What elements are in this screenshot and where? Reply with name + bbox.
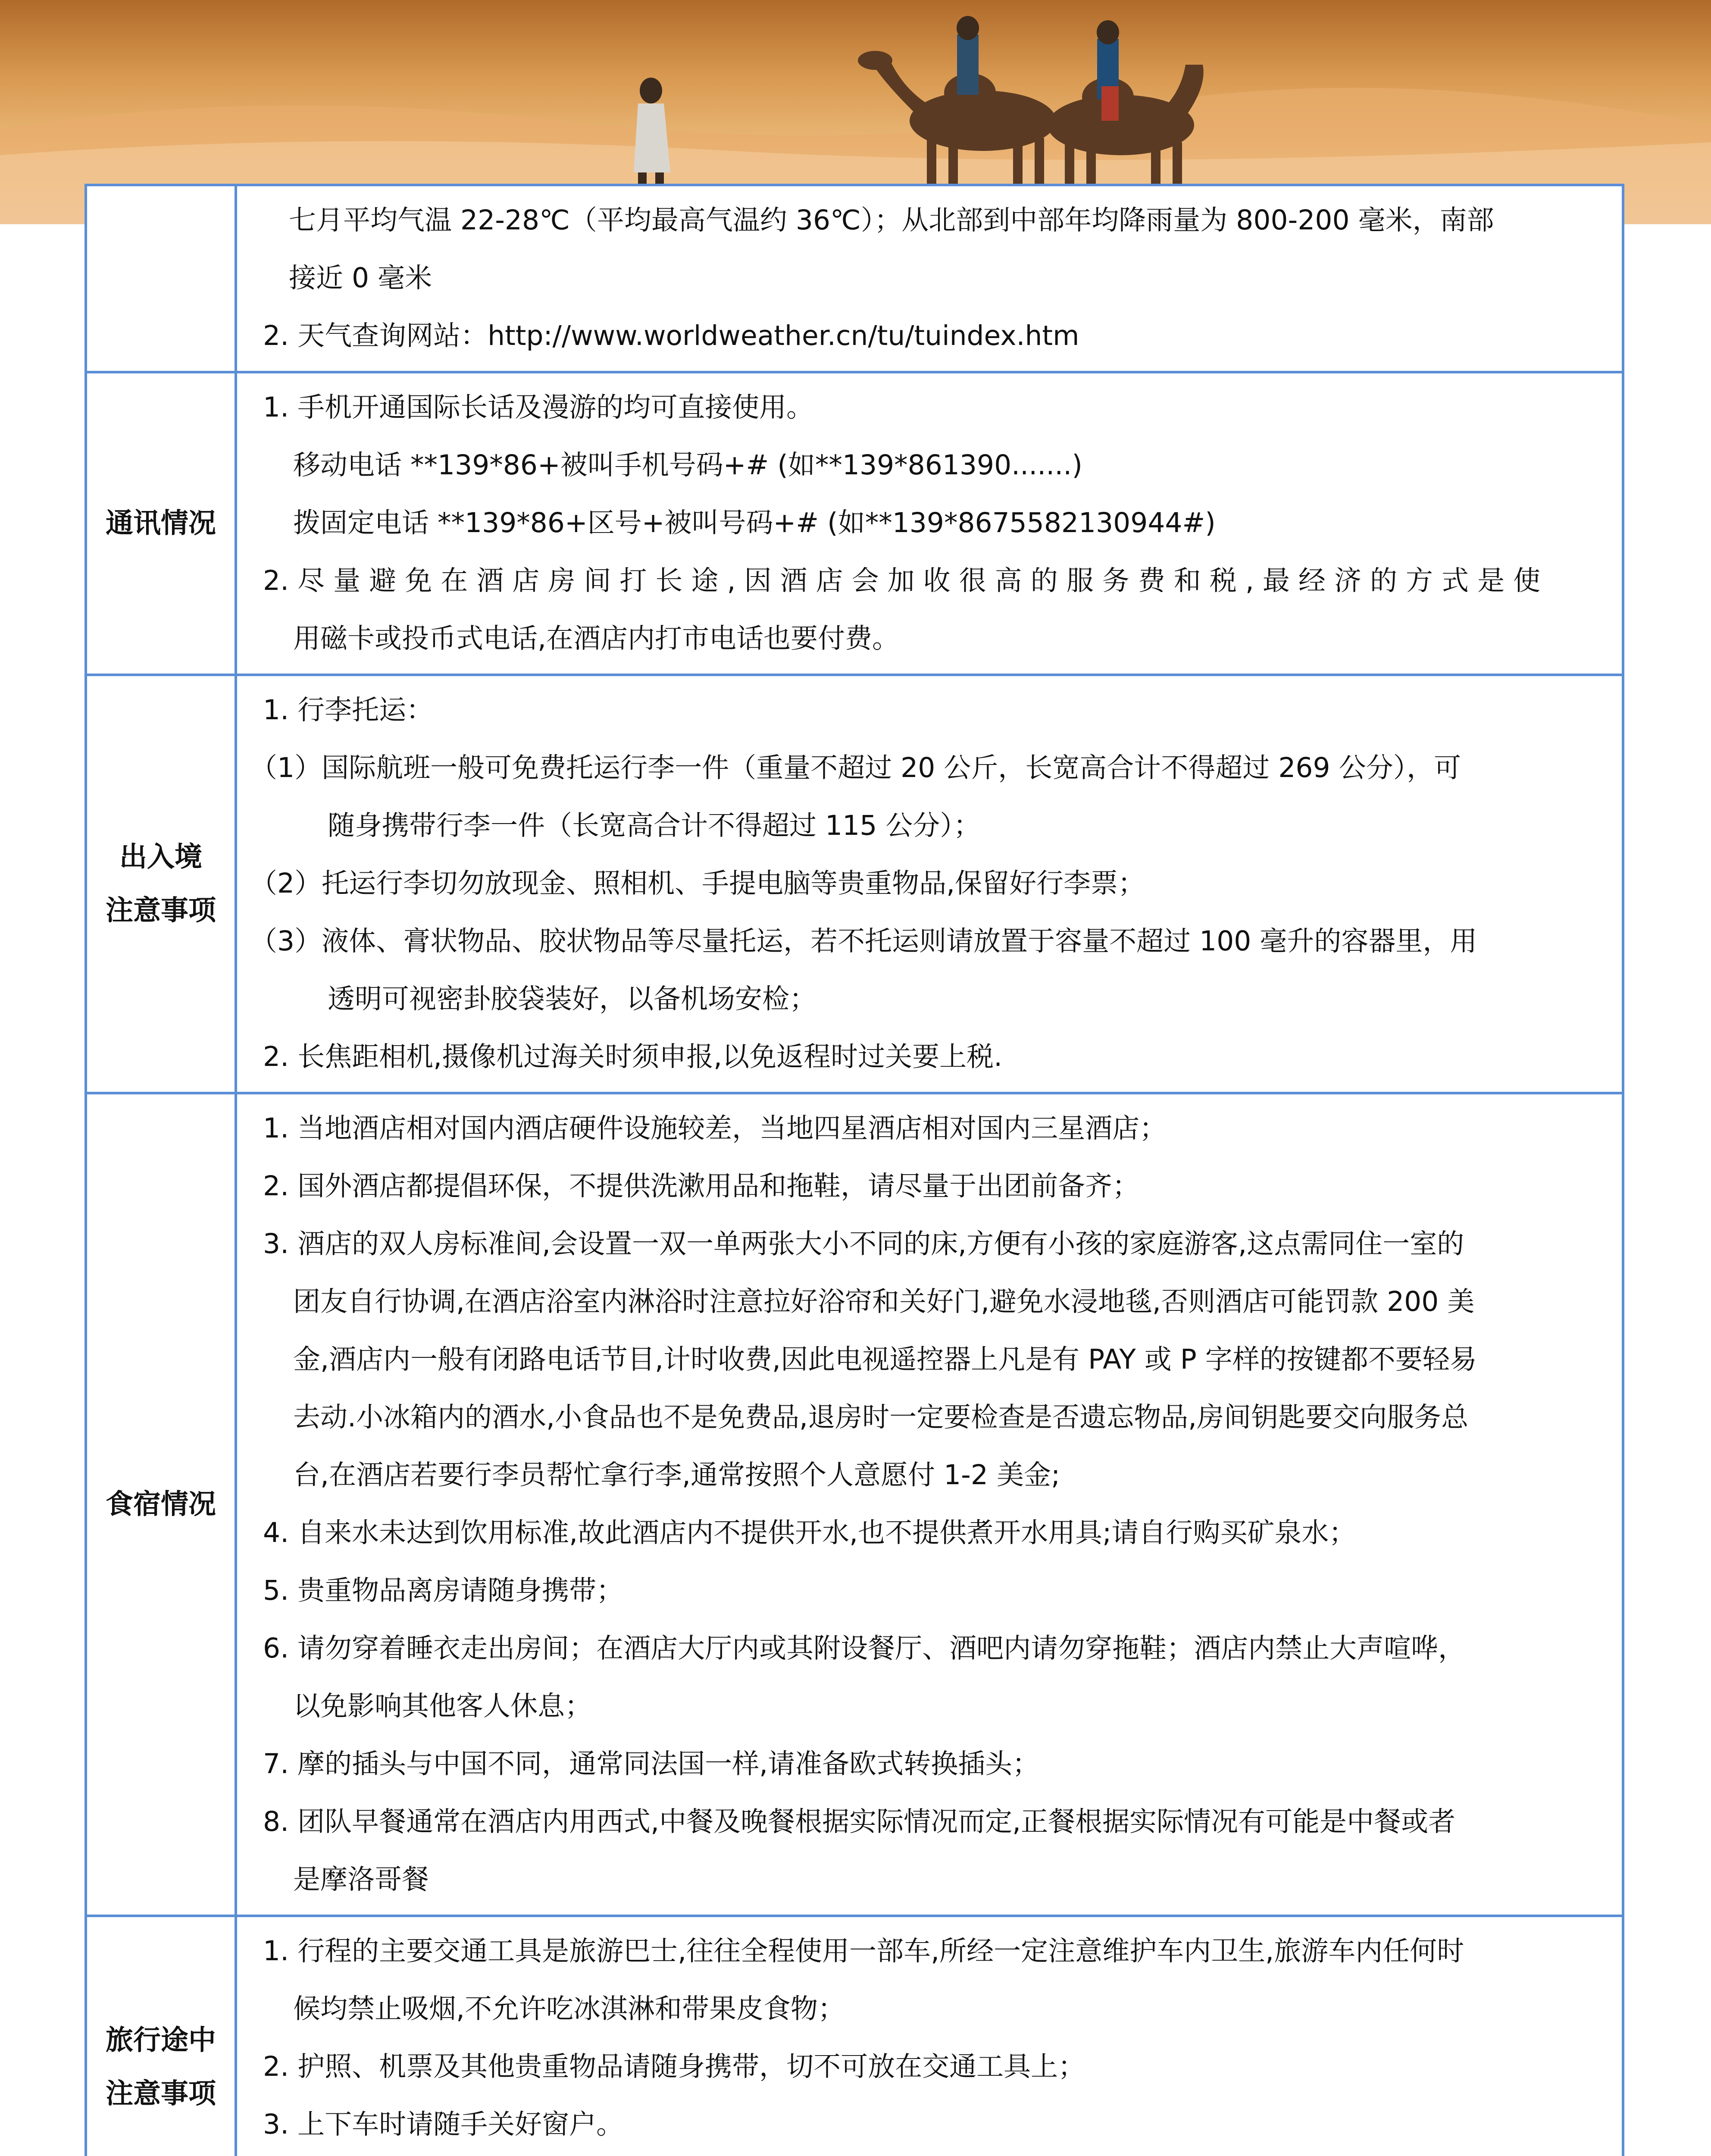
accom-line-2: 2. 国外酒店都提倡环保，不提供洗漱用品和拖鞋，请尽量于出团前备齐；	[263, 1170, 1140, 1202]
accom-line-5: 金,酒店内一般有闭路电话节目,计时收费,因此电视遥控器上凡是有 PAY 或 P 字样的按键都不要轻易	[293, 1344, 1477, 1375]
accom-line-6: 去动.小冰箱内的酒水,小食品也不是免费品,退房时一定要检查是否遗忘物品,房间钥匙要交向服务总	[293, 1401, 1469, 1433]
label-line: 注意事项	[106, 895, 216, 927]
label-line: 旅行途中	[106, 2024, 216, 2056]
label-line: 通讯情况	[106, 508, 216, 539]
travel-line-2: 候均禁止吸烟,不允许吃冰淇淋和带果皮食物；	[293, 1993, 845, 2024]
weather-website-line: 2. 天气查询网站：http://www.worldweather.cn/tu/tuindex.htm	[263, 320, 1079, 351]
row-content-accommodation	[236, 1093, 1623, 1916]
comm-line-1: 1. 手机开通国际长话及漫游的均可直接使用。	[263, 392, 814, 423]
comm-line-4: 2. 尽 量 避 免 在 酒 店 房 间 打 长 途 , 因 酒 店 会 加 收 很 高 的 服 务 费 和 税 , 最 经 济 的 方 式 是 使	[263, 565, 1541, 596]
label-line: 出入境	[119, 841, 202, 873]
travel-notice-table	[84, 184, 1624, 2156]
row-content-border-crossing	[236, 675, 1623, 1093]
border-line-5: （3）液体、膏状物品、胶状物品等尽量托运，若不托运则请放置于容量不超过 100 毫升的容器里，用	[250, 925, 1477, 957]
accom-line-8: 4. 自来水未达到饮用标准,故此酒店内不提供开水,也不提供煮开水用具;请自行购买矿泉水；	[263, 1517, 1356, 1548]
row-label-weather	[86, 185, 236, 372]
comm-line-3: 拨固定电话 **139*86+区号+被叫号码+# (如**139*8675582130944#)	[293, 507, 1216, 539]
table-row-communication	[86, 372, 1623, 675]
accom-line-9: 5. 贵重物品离房请随身携带；	[263, 1575, 624, 1606]
row-label-border-crossing	[86, 675, 236, 1093]
row-content-during-travel	[236, 1916, 1623, 2156]
border-line-7: 2. 长焦距相机,摄像机过海关时须申报,以免返程时过关要上税.	[263, 1041, 1003, 1072]
row-label-communication	[86, 372, 236, 675]
border-line-2: （1）国际航班一般可免费托运行李一件（重量不超过 20 公斤，长宽高合计不得超过 269 公分），可	[250, 752, 1461, 783]
travel-line-4: 3. 上下车时请随手关好窗户。	[263, 2109, 624, 2140]
travel-line-5	[250, 2153, 1609, 2156]
table-row-weather	[86, 185, 1623, 372]
accom-line-10: 6. 请勿穿着睡衣走出房间；在酒店大厅内或其附设餐厅、酒吧内请勿穿拖鞋；酒店内禁止大声喧哗，	[263, 1633, 1466, 1664]
accom-line-4: 团友自行协调,在酒店浴室内淋浴时注意拉好浴帘和关好门,避免水浸地毯,否则酒店可能罚款 200 美	[293, 1286, 1475, 1317]
comm-line-5: 用磁卡或投币式电话,在酒店内打市电话也要付费。	[293, 623, 900, 654]
accom-line-14: 是摩洛哥餐	[293, 1864, 429, 1895]
border-line-4: （2）托运行李切勿放现金、照相机、手提电脑等贵重物品,保留好行李票；	[250, 868, 1145, 899]
border-line-3: 随身携带行李一件（长宽高合计不得超过 115 公分）；	[328, 810, 981, 841]
row-label-accommodation	[86, 1093, 236, 1916]
accom-line-13: 8. 团队早餐通常在酒店内用西式,中餐及晚餐根据实际情况而定,正餐根据实际情况有可能是中餐或者	[263, 1806, 1456, 1837]
row-label-during-travel	[86, 1916, 236, 2156]
weather-line-2: 接近 0 毫米	[289, 262, 432, 294]
weather-line-1: 七月平均气温 22-28℃（平均最高气温约 36℃）；从北部到中部年均降雨量为 800-200 毫米，南部	[289, 204, 1494, 236]
accom-line-11: 以免影响其他客人休息；	[293, 1690, 592, 1722]
travel-line-3: 2. 护照、机票及其他贵重物品请随身携带，切不可放在交通工具上；	[263, 2051, 1085, 2082]
row-content-weather	[236, 185, 1623, 372]
label-line: 食宿情况	[106, 1489, 216, 1520]
row-content-communication	[236, 372, 1623, 675]
comm-line-2: 移动电话 **139*86+被叫手机号码+# (如**139*861390.......)	[293, 449, 1082, 481]
accom-line-1: 1. 当地酒店相对国内酒店硬件设施较差，当地四星酒店相对国内三星酒店；	[263, 1112, 1167, 1144]
table-row-during-travel	[86, 1916, 1623, 2156]
travel-line-1: 1. 行程的主要交通工具是旅游巴士,往往全程使用一部车,所经一定注意维护车内卫生,旅游车内任何时	[263, 1935, 1464, 1967]
label-line: 注意事项	[106, 2078, 216, 2110]
accom-line-12: 7. 摩的插头与中国不同，通常同法国一样,请准备欧式转换插头；	[263, 1748, 1040, 1780]
accom-line-7: 台,在酒店若要行李员帮忙拿行李,通常按照个人意愿付 1-2 美金;	[293, 1459, 1060, 1491]
accom-line-3: 3. 酒店的双人房标准间,会设置一双一单两张大小不同的床,方便有小孩的家庭游客,这点需同住一室的	[263, 1228, 1464, 1260]
border-line-1: 1. 行李托运：	[263, 694, 434, 726]
table-row-accommodation	[86, 1093, 1623, 1916]
table-row-border-crossing	[86, 675, 1623, 1093]
border-line-6: 透明可视密卦胶袋装好，以备机场安检；	[328, 983, 816, 1015]
